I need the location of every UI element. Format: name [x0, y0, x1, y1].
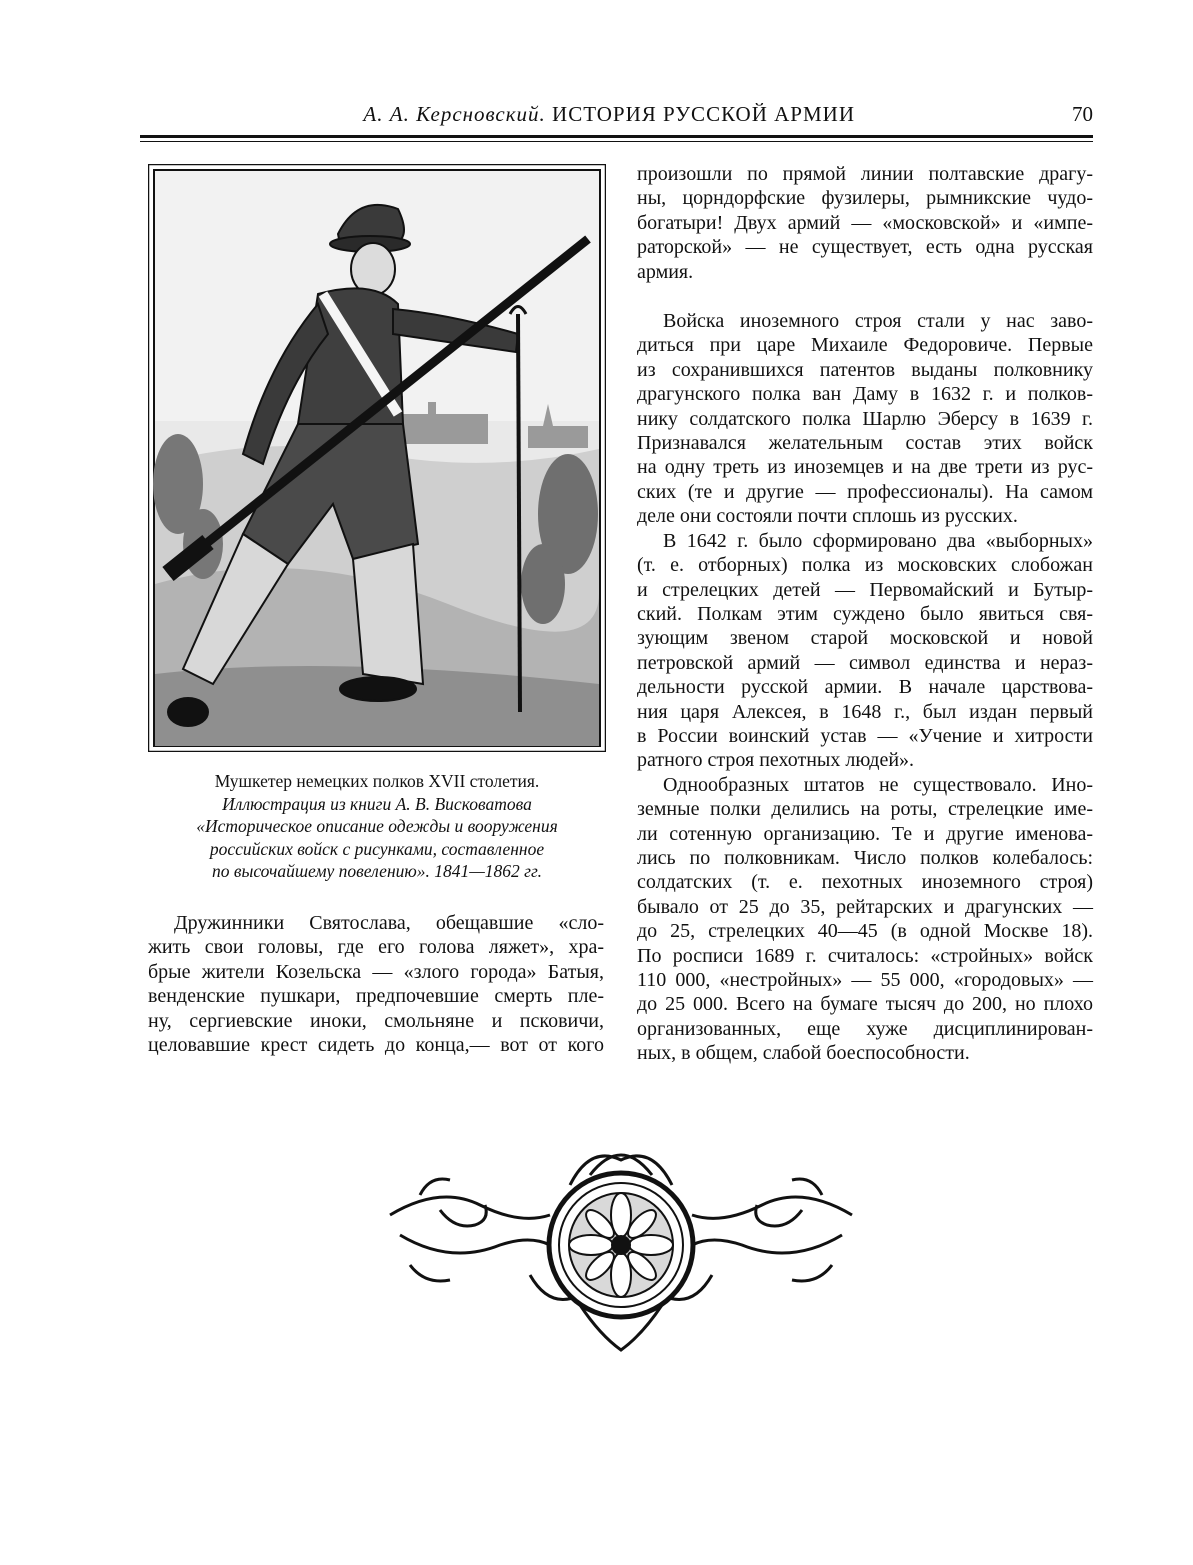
header-rule-thick — [140, 135, 1093, 138]
text-line: ных, в общем, слабой боеспособности. — [637, 1042, 970, 1065]
text-line: жить свои головы, где его голова ляжет», хра- — [148, 936, 604, 959]
rosette-ornament-icon — [380, 1135, 862, 1357]
header-rule-thin — [140, 141, 1093, 142]
text-line: ны, цорндорфские фузилеры, рымникские чудо- — [637, 187, 1093, 210]
text-line: нику солдатского полка Шарлю Эберсу в 1639 г. — [637, 407, 1093, 430]
text-line: венденские пушкари, предпочевшие смерть пле- — [148, 985, 604, 1008]
text-line: бывало от 25 до 35, рейтарских и драгунских — — [637, 895, 1093, 918]
text-line: армия. — [637, 260, 694, 283]
text-line: и стрелецких детей — Первомайский и Бутыр- — [637, 578, 1093, 601]
text-line: на одну треть из иноземцев и на две трети из рус- — [637, 456, 1093, 479]
text-line: лись по полковникам. Число полков колебалось: — [637, 846, 1093, 869]
text-line: По росписи 1689 г. считалось: «стройных» войск — [637, 944, 1093, 967]
page-number: 70 — [1072, 102, 1093, 126]
text-line: произошли по прямой линии полтавские драгу- — [637, 163, 1093, 185]
text-line: дельности русской армии. В начале царствова- — [637, 676, 1093, 699]
running-head-author: А. А. Керсновский. — [363, 102, 546, 126]
page-header — [140, 100, 1093, 132]
text-line: Дружинники Святослава, обещавшие «сло- — [174, 912, 604, 934]
text-line: из сохранившихся патентов выданы полковнику — [637, 358, 1093, 381]
caption-title: Мушкетер немецких полков XVII столетия. — [214, 771, 540, 791]
text-line: до 25, стрелецких 40—45 (в одной Москве 18). — [637, 920, 1093, 943]
text-line: ли сотенную организацию. Те и другие именова- — [637, 822, 1093, 845]
musketeer-illustration — [148, 164, 606, 752]
text-line: ратного строя пехотных людей». — [637, 749, 915, 772]
paragraph — [637, 773, 1093, 1066]
running-head-title: ИСТОРИЯ РУССКОЙ АРМИИ — [552, 102, 855, 126]
text-line: Войска иноземного строя стали у нас заво- — [663, 310, 1093, 333]
text-line: 110 000, «нестройных» — 55 000, «городовых» — — [637, 969, 1093, 991]
figure-caption — [140, 770, 614, 883]
text-line: брые жители Козельска — «злого города» Батыя, — [148, 960, 604, 983]
text-line: Однообразных штатов не существовало. Ино- — [663, 773, 1093, 796]
text-line: в России воинский устав — «Учение и хитрости — [637, 724, 1093, 747]
paragraph — [637, 162, 1093, 284]
text-line: петровской армий — символ единства и нераз- — [637, 651, 1093, 674]
text-line: (т. е. отборных) полка из московских слобожан — [637, 554, 1093, 577]
text-line: целовавшие крест сидеть до конца,— вот от кого — [148, 1034, 604, 1057]
paragraph — [637, 529, 1093, 773]
paragraph — [148, 911, 604, 1057]
text-line: ния царя Алексея, в 1648 г., был издан первый — [637, 700, 1093, 723]
text-line: ну, сергиевские иноки, смольняне и псковичи, — [148, 1009, 604, 1032]
text-line: Признавался желательным состав этих войск — [637, 432, 1093, 455]
text-line: ских (те и другие — профессионалы). На самом — [637, 480, 1093, 503]
text-line: богатыри! Двух армий — «московской» и «импе- — [637, 211, 1093, 234]
text-line: земные полки делились на роты, стрелецкие име- — [637, 798, 1093, 821]
text-line: солдатских (т. е. пехотных иноземного строя) — [637, 871, 1093, 894]
ornamental-vignette — [380, 1135, 862, 1357]
illustration-drawing — [148, 164, 606, 752]
text-line: ский. Полкам этим суждено было явиться свя- — [637, 602, 1093, 625]
right-column-text — [637, 162, 1093, 1066]
paragraph — [637, 309, 1093, 529]
running-head — [363, 102, 855, 127]
caption-line: по высочайшему повелению». 1841—1862 гг. — [212, 861, 542, 881]
caption-line: российских войск с рисунками, составленное — [209, 838, 545, 859]
caption-line: Иллюстрация из книги А. В. Висковатова — [222, 793, 532, 814]
text-line: зующим звеном старой московской и новой — [637, 627, 1093, 650]
text-line: В 1642 г. было сформировано два «выборных» — [663, 529, 1093, 552]
text-line: раторской» — не существует, есть одна русская — [637, 236, 1093, 259]
text-line: до 25 000. Всего на бумаге тысяч до 200, но плохо — [637, 993, 1093, 1016]
text-line: организованных, еще хуже дисциплинирован- — [637, 1017, 1093, 1040]
caption-line: «Историческое описание одежды и вооружения — [196, 816, 558, 836]
text-line: деле они состояли почти сплошь из русских. — [637, 505, 1018, 528]
text-line: драгунского полка ван Даму в 1632 г. и полков- — [637, 383, 1093, 406]
text-line: диться при царе Михаиле Федоровиче. Первые — [637, 334, 1093, 357]
left-column-text — [148, 911, 604, 1057]
